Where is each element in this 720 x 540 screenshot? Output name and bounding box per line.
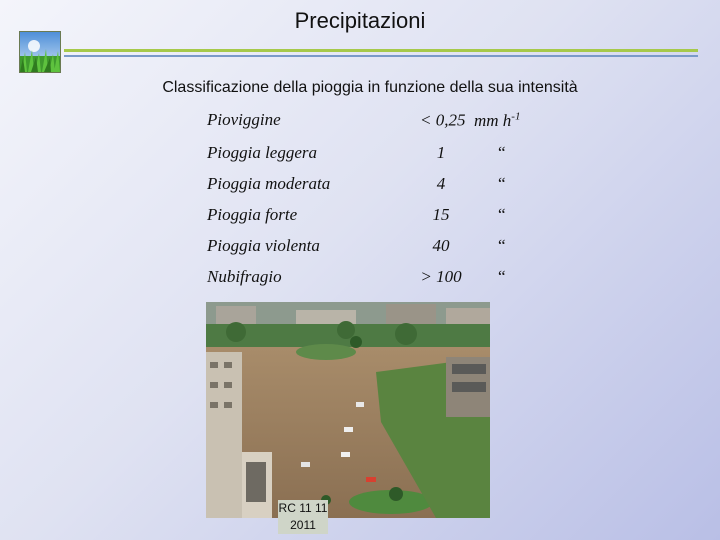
- ditto-mark: “: [498, 205, 506, 224]
- intensity-value: 4: [436, 174, 446, 193]
- caption-line: RC 11 11: [278, 501, 328, 515]
- caption-line: 2011: [290, 518, 316, 532]
- table-row: [0, 205, 720, 229]
- unit-text: mm h: [473, 110, 512, 130]
- ditto-mark: “: [498, 236, 506, 255]
- table-row: [0, 267, 720, 291]
- header-rule-green: [64, 49, 698, 52]
- header-rule-blue: [64, 55, 698, 57]
- unit-label: [474, 111, 520, 130]
- category-label: Pioggia forte: [207, 205, 298, 224]
- flood-photo: [206, 302, 490, 518]
- table-row: [0, 174, 720, 198]
- intensity-value: [420, 110, 520, 131]
- intensity-value: 15: [432, 205, 450, 224]
- table-row: [0, 110, 720, 134]
- category-label: Pioggia violenta: [207, 236, 320, 255]
- table-row: [0, 236, 720, 260]
- intensity-value: 40: [432, 236, 450, 255]
- intensity-value: > 100: [420, 267, 462, 286]
- intensity-value: 1: [436, 143, 446, 162]
- category-label: Pioggia moderata: [207, 174, 331, 193]
- threshold-value: < 0,25: [420, 110, 466, 130]
- slide-title: Precipitazioni: [294, 8, 426, 33]
- grass-logo-icon: [19, 31, 61, 73]
- ditto-mark: “: [498, 267, 506, 286]
- ditto-mark: “: [498, 143, 506, 162]
- category-label: Pioggia leggera: [207, 143, 318, 162]
- category-label: Pioviggine: [207, 110, 281, 129]
- slide-subtitle: Classificazione della pioggia in funzione della sua intensità: [162, 79, 578, 96]
- photo-caption: [278, 500, 328, 534]
- table-row: [0, 143, 720, 167]
- unit-exponent: -1: [511, 110, 521, 122]
- ditto-mark: “: [498, 174, 506, 193]
- category-label: Nubifragio: [207, 267, 282, 286]
